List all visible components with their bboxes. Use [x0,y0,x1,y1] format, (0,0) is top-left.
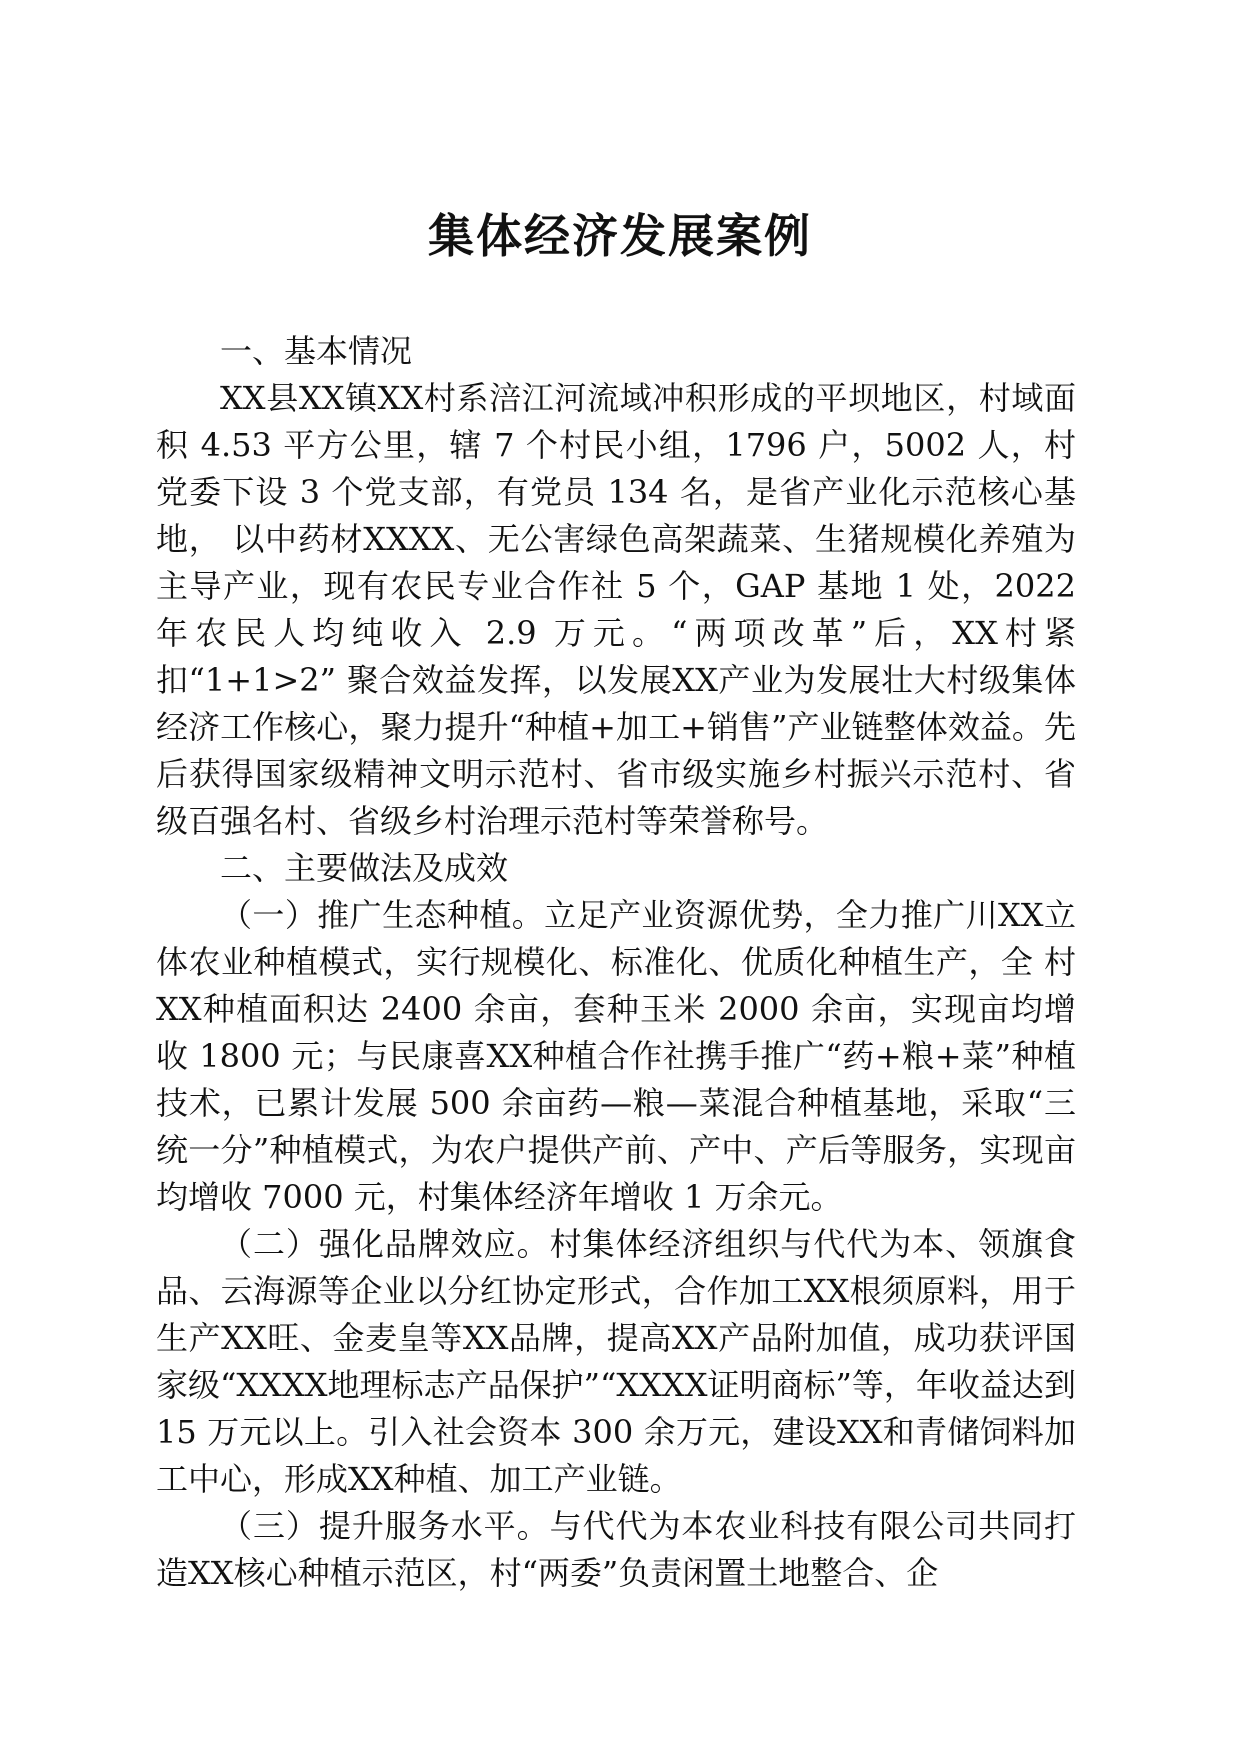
section-heading-main-practices: 二、主要做法及成效 [220,849,509,887]
paragraph-brand-effect: （二）强化品牌效应。村集体经济组织与代代为本、领旗食品、云海源等企业以分红协定形式，合作加工XX根须原料，用于生产XX旺、金麦皇等XX品牌，提高XX产品附加值，成功获评国家级“XXXX地理标志产品保护”“XXXX证明商标”等，年收益达到 15 万元以上。引入社会资本 300 余万元，建设XX和青储饲料加工中心，形成XX种植、加工产业链。 [156,1225,1076,1498]
document-body [156,328,1076,1597]
paragraph-basic-info: XX县XX镇XX村系涪江河流域冲积形成的平坝地区，村域面积 4.53 平方公里，辖 7 个村民小组，1796 户，5002 人，村党委下设 3 个党支部，有党员 134 名，是省产业化示范核心基地， 以中药材XXXX、无公害绿色高架蔬菜、生猪规模化养殖为主导产业，现有农民专业合作社 5 个，GAP 基地 1 处，2022 年农民人均纯收入 2.9 万元。“两项改革”后，XX村紧扣“1+1>2” 聚合效益发挥，以发展XX产业为发展壮大村级集体经济工作核心，聚力提升“种植+加工+销售”产业链整体效益。先后获得国家级精神文明示范村、省市级实施乡村振兴示范村、省级百强名村、省级乡村治理示范村等荣誉称号。 [156,379,1076,840]
paragraph-ecological-planting: （一）推广生态种植。立足产业资源优势，全力推广川XX立体农业种植模式，实行规模化、标准化、优质化种植生产，全 村XX种植面积达 2400 余亩，套种玉米 2000 余亩，实现亩均增收 1800 元；与民康喜XX种植合作社携手推广“药+粮+菜”种植技术，已累计发展 500 余亩药—粮—菜混合种植基地，采取“三统一分”种植模式，为农户提供产前、产中、产后等服务，实现亩均增收 7000 元，村集体经济年增收 1 万余元。 [156,896,1076,1216]
document-title: 集体经济发展案例 [428,209,812,263]
paragraph-service-level: （三）提升服务水平。与代代为本农业科技有限公司共同打 造XX核心种植示范区，村“两委”负责闲置土地整合、企 [156,1507,1076,1592]
section-heading-basic-info: 一、基本情况 [220,332,413,370]
